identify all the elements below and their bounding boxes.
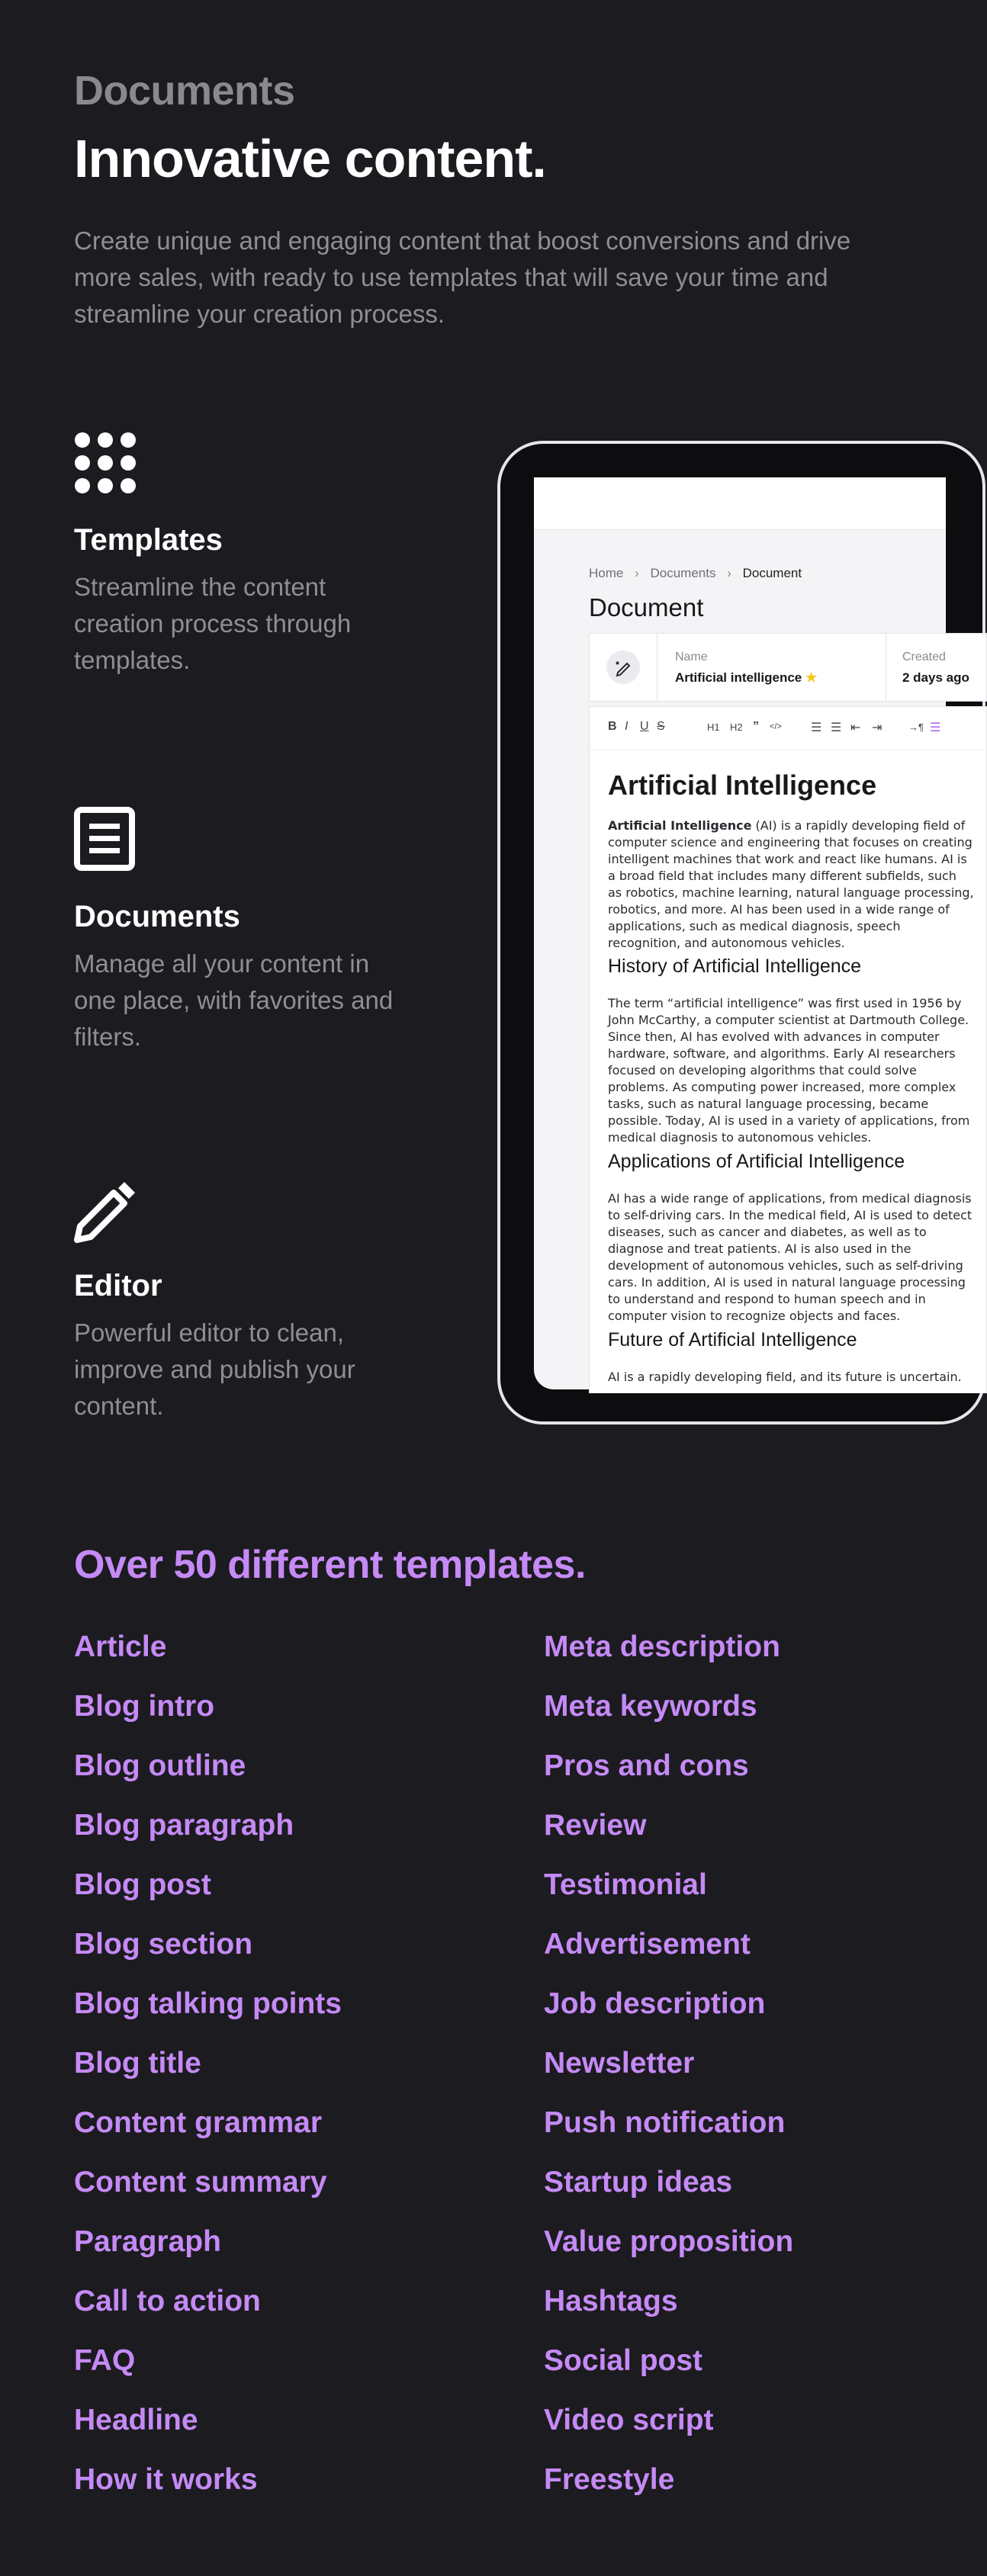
bullet-list-icon[interactable]: ☰ [831,721,842,734]
template-item[interactable]: Blog outline [74,1749,246,1782]
document-icon [74,807,137,869]
template-item[interactable]: Blog paragraph [74,1809,294,1842]
breadcrumb [589,566,809,581]
feature-desc-editor: Powerful editor to clean, improve and publish your content. [74,1319,355,1420]
template-item[interactable]: Blog section [74,1928,253,1961]
section-heading: Future of Artificial Intelligence [608,1329,857,1351]
paragraph-direction-icon[interactable]: →¶ [908,721,924,733]
more-options-icon[interactable]: ☰ [930,721,941,734]
document-heading: Artificial Intelligence [608,769,877,801]
template-item[interactable]: Value proposition [544,2225,794,2258]
section-body: AI has a wide range of applications, from medical diagnosis to self-driving cars. In the medical field, AI is used to detect diseases, such as cancer and diabetes, as well as to diagnose and treat patients. AI is also used in the development of autonomous vehicles, such as self-driving cars. In addition, AI is used in natural language processing to understand and respond to human speech and in computer vision to recognize objects and faces. [608,1191,973,1323]
template-item[interactable]: Call to action [74,2285,261,2317]
document-name: Artificial intelligence [675,670,802,685]
feature-desc-documents: Manage all your content in one place, with favorites and filters. [74,949,394,1051]
name-label: Name [675,650,708,663]
editor-toolbar [590,707,986,750]
star-icon[interactable]: ★ [805,670,818,685]
bold-button[interactable]: B [608,720,617,733]
template-item[interactable]: Social post [544,2344,703,2377]
feature-desc-templates: Streamline the content creation process through templates. [74,573,352,674]
page-title: Document [589,593,704,622]
template-item[interactable]: Blog title [74,2047,201,2080]
templates-column-right [544,1624,971,2517]
template-item[interactable]: Meta keywords [544,1690,757,1723]
outdent-icon[interactable]: ⇤ [850,721,861,734]
feature-title-documents: Documents [74,900,240,933]
section-heading: Applications of Artificial Intelligence [608,1151,905,1172]
intro-text: Create unique and engaging content that boost conversions and drive more sales, with ready to use templates that will save your time and streamline your creation process. [74,226,851,328]
template-item[interactable]: Video script [544,2404,714,2436]
heading1-button[interactable]: H1 [707,721,720,733]
breadcrumb-current: Document [742,566,802,580]
intro-bold-term: Artificial Intelligence [608,818,752,833]
chevron-right-icon: › [635,566,639,580]
feature-title-editor: Editor [74,1269,162,1302]
document-type-icon-cell [590,634,657,701]
section-heading: History of Artificial Intelligence [608,956,862,977]
ordered-list-icon[interactable]: ☰ [811,721,822,734]
template-item[interactable]: Freestyle [544,2463,675,2496]
document-intro [608,817,974,952]
app-topbar [534,477,946,530]
template-item[interactable]: Pros and cons [544,1749,749,1782]
created-value: 2 days ago [902,670,969,685]
strikethrough-button[interactable]: S [657,720,665,733]
templates-column-left [74,1624,501,2517]
page-headline: Innovative content. [74,129,546,188]
template-item[interactable]: Headline [74,2404,198,2436]
template-item[interactable]: Content summary [74,2166,327,2199]
quote-icon[interactable]: ” [753,720,759,733]
document-meta-card [589,633,987,702]
template-item[interactable]: Blog talking points [74,1987,342,2020]
section-eyebrow: Documents [74,68,295,114]
template-item[interactable]: Review [544,1809,647,1842]
template-item[interactable]: Blog post [74,1868,211,1901]
template-item[interactable]: Article [74,1630,167,1663]
intro-body: (AI) is a rapidly developing field of computer science and engineering that focuses on creating intelligent machines that work and react like humans. AI is a broad field that includes many different subfields, such as robotics, machine learning, natural language processing, robotics, and more. AI has been used in a wide range of applications, such as medical diagnosis, speech recognition, and autonomous vehicles. [608,818,974,950]
underline-button[interactable]: U [640,720,649,733]
template-item[interactable]: Hashtags [544,2285,678,2317]
template-item[interactable]: Job description [544,1987,766,2020]
app-screen [534,477,974,1389]
template-item[interactable]: Meta description [544,1630,780,1663]
template-item[interactable]: Startup ideas [544,2166,733,2199]
code-icon[interactable]: </> [770,722,782,731]
indent-icon[interactable]: ⇥ [872,721,883,734]
template-item[interactable]: Blog intro [74,1690,215,1723]
name-value[interactable] [675,670,817,686]
created-label: Created [902,650,946,663]
breadcrumb-documents[interactable]: Documents [650,566,716,580]
pencil-icon [74,1179,137,1241]
italic-button[interactable]: I [625,720,629,733]
heading2-button[interactable]: H2 [730,721,743,733]
breadcrumb-home[interactable]: Home [589,566,624,580]
template-item[interactable]: Paragraph [74,2225,221,2258]
template-item[interactable]: Advertisement [544,1928,751,1961]
template-item[interactable]: Testimonial [544,1868,707,1901]
template-item[interactable]: FAQ [74,2344,136,2377]
template-item[interactable]: Newsletter [544,2047,695,2080]
chevron-right-icon: › [727,566,731,580]
template-item[interactable]: Push notification [544,2106,786,2139]
grid-icon [74,432,137,494]
section-body: The term “artificial intelligence” was first used in 1956 by John McCarthy, a computer scientist at Dartmouth College. Since then, AI has evolved with advances in computer hardware, software, and algorithms. Early AI researchers focused on developing algorithms that could solve problems. As computing power increased, more complex tasks, such as natural language processing, became possible. Today, AI is used in a variety of applications, from medical diagnosis to autonomous vehicles. [608,996,970,1145]
templates-heading: Over 50 different templates. [74,1543,586,1587]
template-item[interactable]: Content grammar [74,2106,323,2139]
magic-pen-icon [606,650,640,684]
text-editor[interactable] [589,706,987,1393]
template-item[interactable]: How it works [74,2463,258,2496]
section-body: AI is a rapidly developing field, and its future is uncertain. [608,1370,962,1384]
feature-title-templates: Templates [74,523,223,557]
